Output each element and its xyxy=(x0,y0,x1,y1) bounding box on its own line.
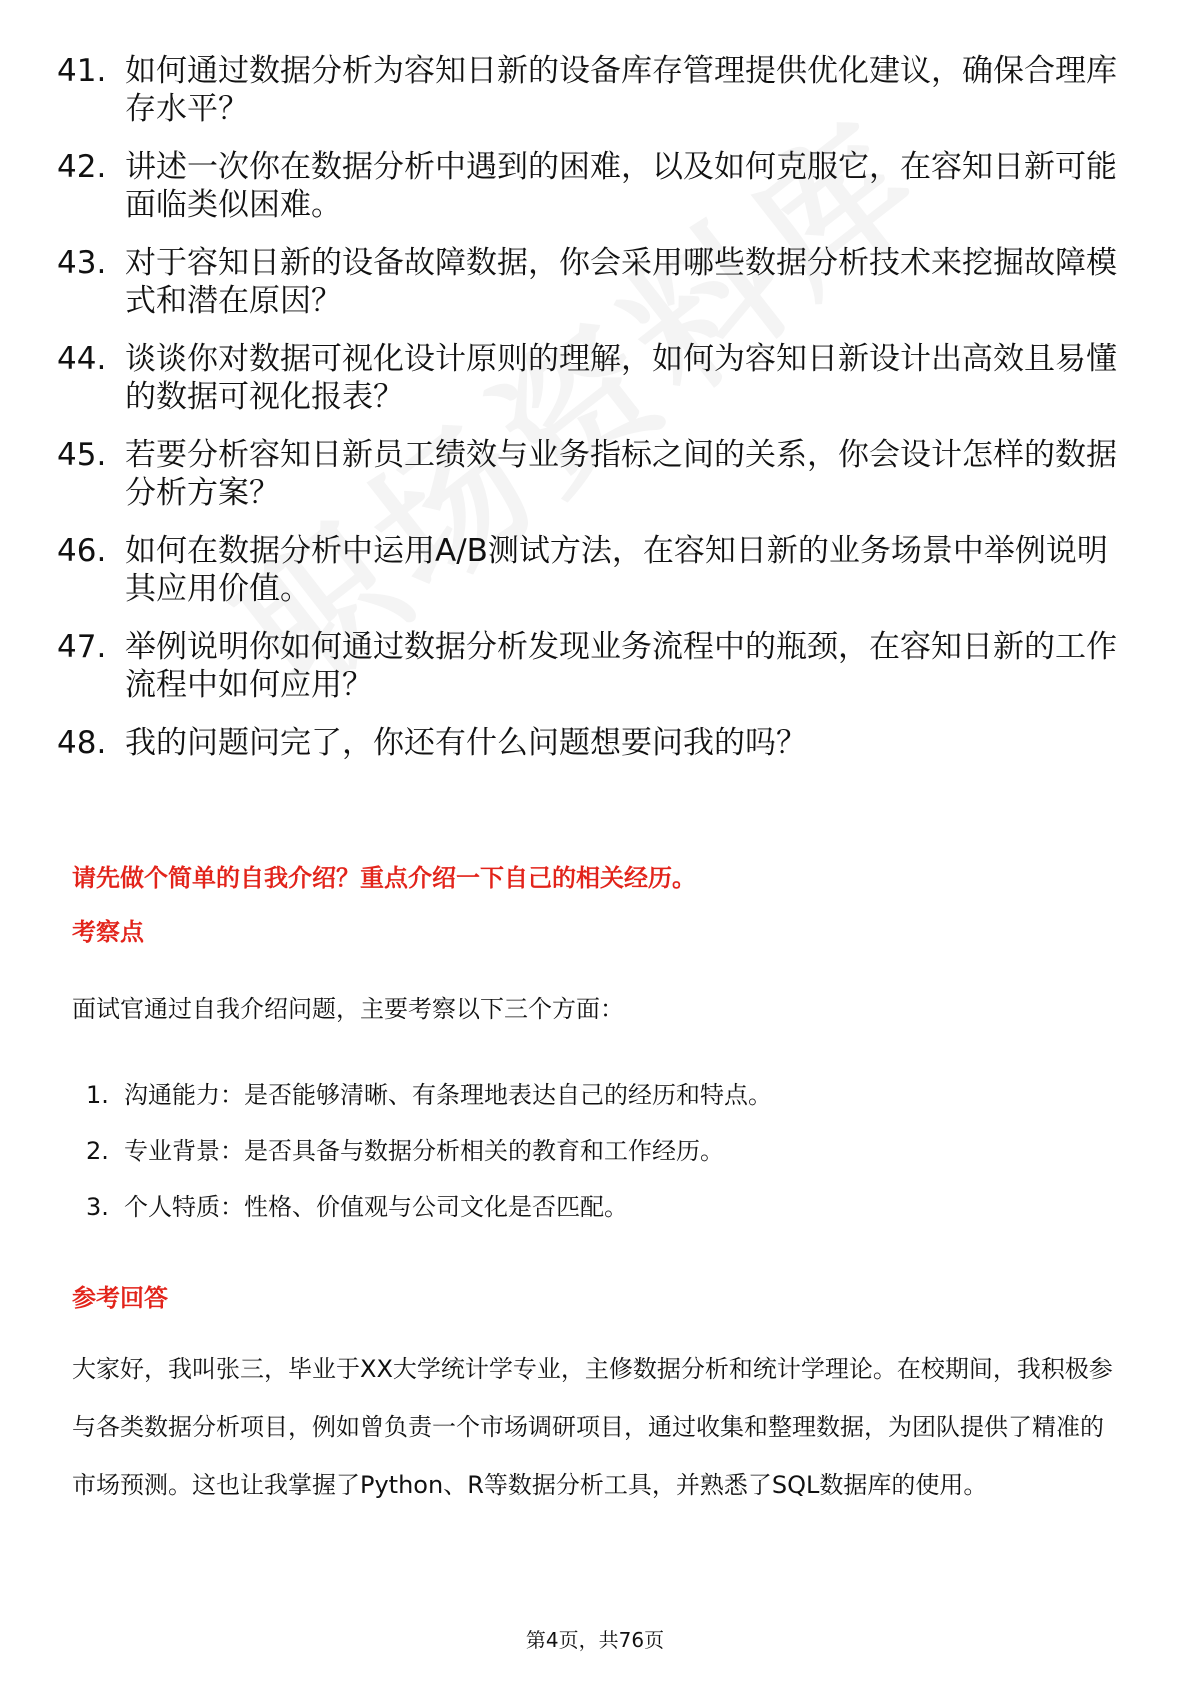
assessment-points-heading: 考察点 xyxy=(72,918,144,946)
question-item xyxy=(57,340,1137,416)
point-text: 沟通能力：是否能够清晰、有条理地表达自己的经历和特点。 xyxy=(124,1081,772,1109)
assessment-point xyxy=(86,1134,772,1190)
question-text: 对于容知日新的设备故障数据，你会采用哪些数据分析技术来挖掘故障模式和潜在原因？ xyxy=(125,245,1117,319)
question-item xyxy=(57,148,1137,224)
question-number: 46. xyxy=(57,533,107,569)
question-text: 讲述一次你在数据分析中遇到的困难，以及如何克服它，在容知日新可能面临类似困难。 xyxy=(125,149,1117,223)
point-number: 3. xyxy=(86,1193,109,1221)
reference-answer-text: 大家好，我叫张三，毕业于XX大学统计学专业，主修数据分析和统计学理论。在校期间，我积极参与各类数据分析项目，例如曾负责一个市场调研项目，通过收集和整理数据，为团队提供了精准的市场预测。这也让我掌握了Python、R等数据分析工具，并熟悉了SQL数据库的使用。 xyxy=(72,1355,1113,1499)
question-text: 谈谈你对数据可视化设计原则的理解，如何为容知日新设计出高效且易懂的数据可视化报表？ xyxy=(125,341,1117,415)
question-text: 若要分析容知日新员工绩效与业务指标之间的关系，你会设计怎样的数据分析方案？ xyxy=(125,437,1117,511)
question-item xyxy=(57,52,1137,128)
question-number: 45. xyxy=(57,437,107,473)
question-text: 我的问题问完了，你还有什么问题想要问我的吗？ xyxy=(125,725,807,761)
point-text: 个人特质：性格、价值观与公司文化是否匹配。 xyxy=(124,1193,628,1221)
question-number: 48. xyxy=(57,725,107,761)
point-text: 专业背景：是否具备与数据分析相关的教育和工作经历。 xyxy=(124,1137,724,1165)
question-list xyxy=(57,52,1137,782)
assessment-intro: 面试官通过自我介绍问题，主要考察以下三个方面： xyxy=(72,995,624,1023)
question-text: 如何通过数据分析为容知日新的设备库存管理提供优化建议，确保合理库存水平？ xyxy=(125,53,1117,127)
assessment-point xyxy=(86,1078,772,1134)
question-item xyxy=(57,532,1137,608)
question-item xyxy=(57,244,1137,320)
point-number: 1. xyxy=(86,1081,109,1109)
question-number: 42. xyxy=(57,149,107,185)
question-number: 44. xyxy=(57,341,107,377)
question-number: 43. xyxy=(57,245,107,281)
assessment-point xyxy=(86,1190,772,1246)
reference-answer-heading: 参考回答 xyxy=(72,1284,168,1312)
assessment-points-list xyxy=(86,1078,772,1246)
main-question-heading: 请先做个简单的自我介绍？重点介绍一下自己的相关经历。 xyxy=(72,864,696,892)
question-item xyxy=(57,724,1137,762)
question-number: 47. xyxy=(57,629,107,665)
question-item xyxy=(57,436,1137,512)
question-item xyxy=(57,628,1137,704)
point-number: 2. xyxy=(86,1137,109,1165)
question-number: 41. xyxy=(57,53,107,89)
page-footer: 第4页，共76页 xyxy=(525,1628,665,1652)
question-text: 举例说明你如何通过数据分析发现业务流程中的瓶颈，在容知日新的工作流程中如何应用？ xyxy=(125,629,1117,703)
question-text: 如何在数据分析中运用A/B测试方法，在容知日新的业务场景中举例说明其应用价值。 xyxy=(125,533,1108,607)
